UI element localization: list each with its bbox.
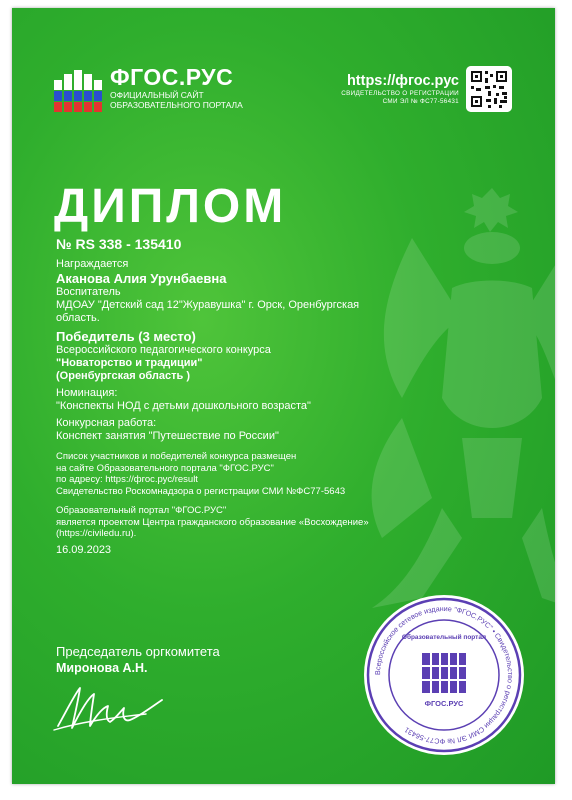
qr-code-icon <box>466 66 512 112</box>
organization-line2: область. <box>56 312 100 324</box>
diploma-title: ДИПЛОМ <box>54 180 287 233</box>
contest-label: Всероссийского педагогического конкурса <box>56 344 271 356</box>
info-line4: Свидетельство Роскомнадзора о регистрации СМИ №ФС77-5643 <box>56 485 346 497</box>
recipient-position: Воспитатель <box>56 286 121 298</box>
awarded-label: Награждается <box>56 258 129 270</box>
portal-line2: является проектом Центра гражданского образование «Восхождение» <box>56 516 369 528</box>
site-info <box>341 72 459 106</box>
brand-block <box>110 64 243 110</box>
diploma-content <box>56 236 416 557</box>
seal-center-text: ФГОС.РУС <box>424 699 464 708</box>
contest-region: (Оренбургская область ) <box>56 370 191 382</box>
site-url[interactable]: https://фгос.рус <box>346 73 459 89</box>
work-label: Конкурсная работа: <box>56 417 157 429</box>
site-registration-line2: СМИ ЭЛ № ФС77-56431 <box>382 98 459 105</box>
organization-line1: МДОАУ "Детский сад 12"Журавушка" г. Орск, Оренбургская <box>56 299 360 311</box>
chair-block <box>56 643 220 676</box>
info-line1: Список участников и победителей конкурса размещен <box>56 451 297 462</box>
fgos-logo-icon <box>52 66 108 116</box>
chair-name: Миронова А.Н. <box>56 661 148 675</box>
chair-label: Председатель оргкомитета <box>56 644 220 659</box>
site-registration-line1: СВИДЕТЕЛЬСТВО О РЕГИСТРАЦИИ <box>341 90 459 97</box>
contest-name: "Новаторство и традиции" <box>56 357 203 369</box>
info-line2: на сайте Образовательного портала "ФГОС.РУС" <box>56 462 274 474</box>
portal-line3: (https://civiledu.ru). <box>56 528 137 539</box>
seal-building-icon <box>422 653 466 693</box>
recipient-name: Аканова Алия Урунбаевна <box>56 271 227 286</box>
nomination-label: Номинация: <box>56 387 118 399</box>
info-line3: по адресу: https://фгос.рус/result <box>56 474 198 485</box>
diploma-number: № RS 338 - 135410 <box>56 236 182 252</box>
seal-outer-text: Всероссийское сетевое издание "ФГОС.РУС" • Свидетельство о регистрации СМИ ЭЛ № ФС77-56431 <box>372 603 516 747</box>
issue-date: 16.09.2023 <box>56 543 112 556</box>
nomination-value: "Конспекты НОД с детьми дошкольного возраста" <box>56 400 311 412</box>
seal-inner-text: Образовательный портал <box>401 634 487 641</box>
result-place: Победитель (3 место) <box>56 329 196 344</box>
work-value: Конспект занятия "Путешествие по России" <box>56 430 279 442</box>
signature-icon <box>50 678 170 738</box>
diploma-sheet <box>12 8 555 784</box>
official-seal <box>362 593 526 757</box>
brand-subtitle-line2: ОБРАЗОВАТЕЛЬНОГО ПОРТАЛА <box>110 100 243 110</box>
brand-subtitle-line1: ОФИЦИАЛЬНЫЙ САЙТ <box>110 90 204 100</box>
brand-name: ФГОС.РУС <box>110 64 234 90</box>
portal-line1: Образовательный портал "ФГОС.РУС" <box>56 505 227 516</box>
